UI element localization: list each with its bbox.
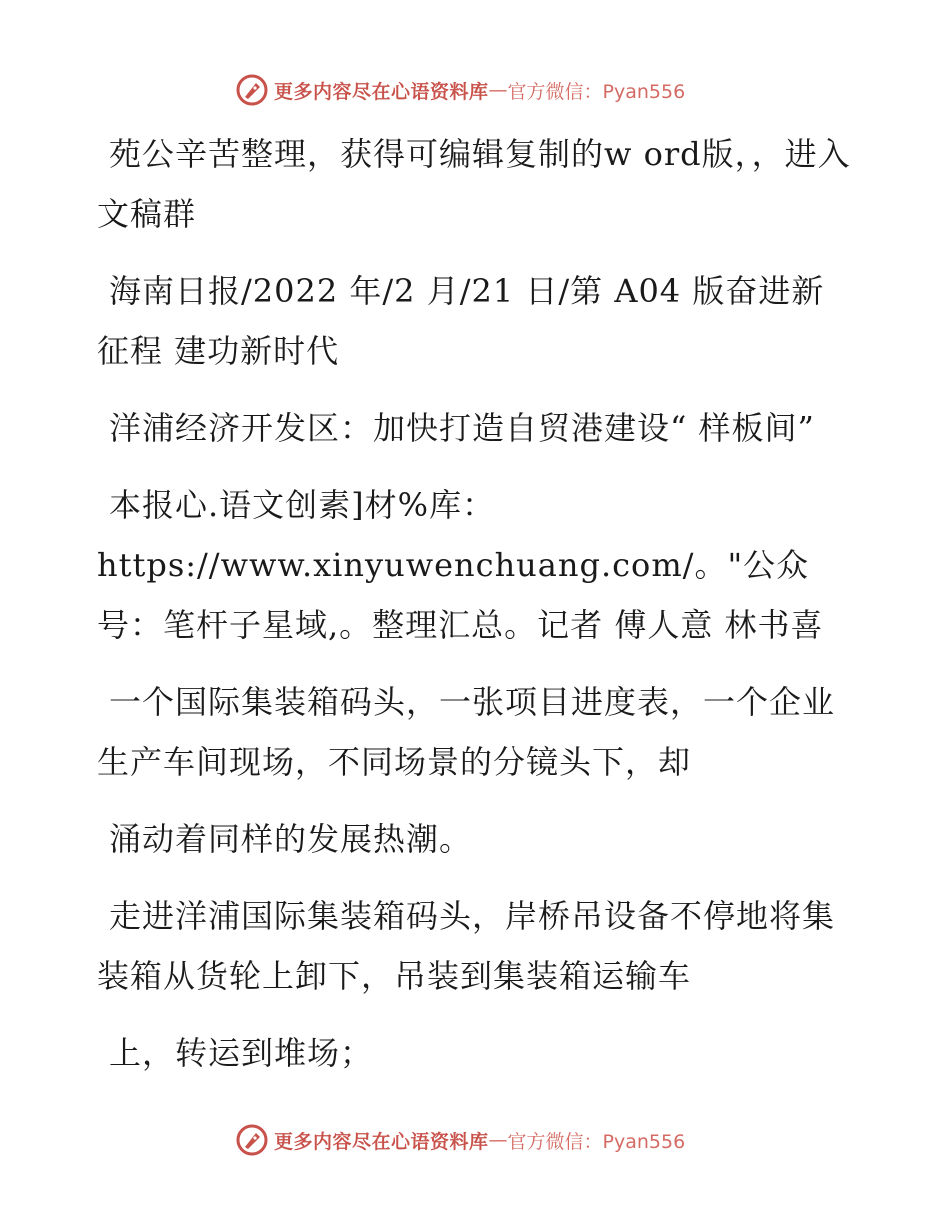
paragraph-source: 海南日报/2022 年/2 月/21 日/第 A04 版奋进新征程 建功新时代: [97, 272, 825, 370]
paragraph-body-1: 一个国际集装箱码头，一张项目进度表，一个企业生产车间现场，不同场景的分镜头下，却: [97, 683, 836, 781]
watermark-library-text: 更多内容尽在心语资料库: [274, 1130, 489, 1153]
document-body: [97, 124, 857, 1100]
pen-nib-circle-icon: [236, 1124, 268, 1156]
paragraph-byline: 本报心.语文创素]材%库：https://www.xinyuwenchuang.com/。"公众号：笔杆子星域,。整理汇总。记者 傅人意 林书喜: [97, 486, 824, 644]
paragraph-body-3: 走进洋浦国际集装箱码头，岸桥吊设备不停地将集装箱从货轮上卸下，吊装到集装箱运输车: [97, 897, 836, 995]
pen-nib-circle-icon: [236, 74, 268, 106]
watermark-wechat-text: 官方微信：Pyan556: [507, 80, 686, 103]
paragraph-intro: 苑公辛苦整理，获得可编辑复制的w ord版，，进入文稿群: [97, 135, 851, 233]
footer-watermark: [236, 1123, 685, 1157]
watermark-dash: —: [488, 1129, 508, 1151]
watermark-dash: —: [488, 79, 508, 101]
watermark-wechat-text: 官方微信：Pyan556: [507, 1130, 686, 1153]
paragraph-body-2: 涌动着同样的发展热潮。: [109, 820, 473, 858]
watermark-library-text: 更多内容尽在心语资料库: [274, 80, 489, 103]
header-watermark: [236, 73, 685, 107]
paragraph-body-4: 上，转运到堆场；: [109, 1034, 374, 1072]
paragraph-headline: 洋浦经济开发区：加快打造自贸港建设“ 样板间”: [109, 409, 815, 447]
